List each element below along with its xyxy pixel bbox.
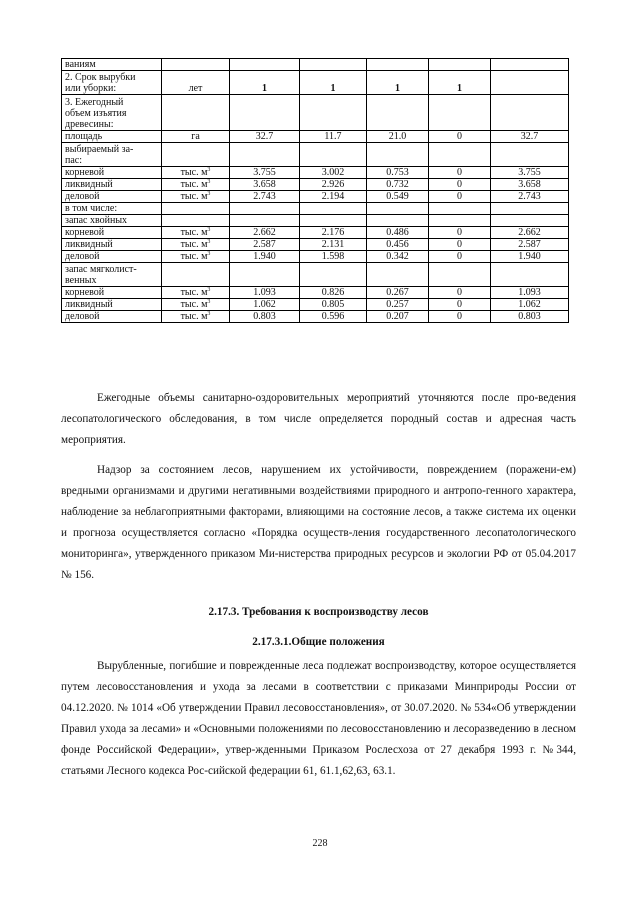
value-cell <box>491 203 569 215</box>
table-row <box>62 191 569 203</box>
value-cell: 0.257 <box>367 299 429 311</box>
value-cell <box>367 143 429 167</box>
paragraph-text: Ежегодные объемы санитарно-оздоровительных мероприятий уточняются после про-ведения лесопатологического обследования, в том числе определяется породный состав и адресная часть мероприятия. <box>61 392 576 446</box>
table-row <box>62 251 569 263</box>
unit-cell <box>162 263 230 287</box>
unit-cell <box>162 251 230 263</box>
value-cell <box>491 59 569 71</box>
table-row <box>62 203 569 215</box>
value-cell <box>300 215 367 227</box>
unit-cell <box>162 191 230 203</box>
unit-text: лет <box>188 83 203 94</box>
value-cell <box>429 263 491 287</box>
value-cell: 0.805 <box>300 299 367 311</box>
value-cell: 3.755 <box>491 167 569 179</box>
unit-text: тыс. м <box>180 167 208 178</box>
row-label: площадь <box>62 131 162 143</box>
value-cell: 2.176 <box>300 227 367 239</box>
value-cell <box>230 215 300 227</box>
value-cell: 0 <box>429 167 491 179</box>
unit-text: тыс. м <box>180 191 208 202</box>
value-cell <box>367 59 429 71</box>
value-cell: 3.658 <box>230 179 300 191</box>
value-cell: 1.940 <box>491 251 569 263</box>
row-label: ликвидный <box>62 179 162 191</box>
unit-cell <box>162 311 230 323</box>
value-cell: 2.587 <box>491 239 569 251</box>
row-label: 3. Ежегодный объем изъятия древесины: <box>62 95 162 131</box>
value-cell <box>300 95 367 131</box>
value-cell: 0.267 <box>367 287 429 299</box>
row-label: деловой <box>62 191 162 203</box>
row-label: деловой <box>62 311 162 323</box>
section-heading: 2.17.3. Требования к воспроизводству лесов <box>208 606 429 618</box>
table-row <box>62 143 569 167</box>
value-cell <box>300 203 367 215</box>
table-row <box>62 299 569 311</box>
unit-cell <box>162 143 230 167</box>
value-cell: 0.486 <box>367 227 429 239</box>
value-cell <box>491 143 569 167</box>
value-cell <box>429 215 491 227</box>
value-cell: 32.7 <box>491 131 569 143</box>
unit-cell <box>162 179 230 191</box>
unit-superscript: 3 <box>207 239 211 245</box>
unit-cell <box>162 203 230 215</box>
value-cell: 1.940 <box>230 251 300 263</box>
value-cell <box>491 71 569 95</box>
value-cell: 2.662 <box>491 227 569 239</box>
unit-cell <box>162 59 230 71</box>
value-cell <box>300 143 367 167</box>
value-cell: 21.0 <box>367 131 429 143</box>
row-label: ликвидный <box>62 299 162 311</box>
value-cell <box>367 215 429 227</box>
value-cell: 0 <box>429 131 491 143</box>
value-cell <box>429 95 491 131</box>
unit-cell <box>162 239 230 251</box>
value-cell: 1 <box>429 71 491 95</box>
paragraph-text: Вырубленные, погибшие и поврежденные леса подлежат воспроизводству, которое осуществляется путем лесовосстановления и ухода за лесами в соответствии с приказами Минприроды России от 04.12.2020. № 1014 «Об утверждении Правил лесовосстановления», от 30.07.2020. № 534«Об утверждении Правил ухода за лесами» и «Основными положениями по лесовосстановлению и лесоразведению в лесном фонде Российской Федерации», утвер-жденными Приказом Рослесхоза от 27 декабря 1993 г. №344, статьями Лесного кодекса Рос-сийской федерации 61, 61.1,62,63, 63.1. <box>61 660 576 777</box>
value-cell: 1.093 <box>230 287 300 299</box>
value-cell: 0.549 <box>367 191 429 203</box>
table-body <box>62 59 569 323</box>
value-cell: 0 <box>429 299 491 311</box>
value-cell: 2.743 <box>491 191 569 203</box>
value-cell: 1.093 <box>491 287 569 299</box>
value-cell <box>491 263 569 287</box>
value-cell: 0.803 <box>491 311 569 323</box>
value-cell: 2.662 <box>230 227 300 239</box>
value-cell <box>230 95 300 131</box>
value-cell: 0.732 <box>367 179 429 191</box>
value-cell <box>429 143 491 167</box>
unit-superscript: 3 <box>207 179 211 185</box>
unit-cell <box>162 287 230 299</box>
unit-text: тыс. м <box>180 251 208 262</box>
subsection-heading: 2.17.3.1.Общие положения <box>252 636 385 648</box>
row-label: в том числе: <box>62 203 162 215</box>
unit-superscript: 3 <box>207 167 211 173</box>
unit-superscript: 3 <box>207 299 211 305</box>
value-cell <box>300 263 367 287</box>
paragraph-monitoring <box>61 460 576 586</box>
page-number: 228 <box>312 838 328 849</box>
unit-cell <box>162 131 230 143</box>
value-cell <box>429 203 491 215</box>
unit-text: тыс. м <box>180 299 208 310</box>
value-cell: 0 <box>429 227 491 239</box>
value-cell <box>429 59 491 71</box>
table-row <box>62 95 569 131</box>
harvest-volume-table <box>61 58 569 323</box>
paragraph-reproduction <box>61 656 576 782</box>
unit-text: тыс. м <box>180 311 208 322</box>
row-label: деловой <box>62 251 162 263</box>
value-cell <box>367 95 429 131</box>
value-cell: 1.062 <box>491 299 569 311</box>
value-cell: 32.7 <box>230 131 300 143</box>
unit-superscript: 3 <box>207 311 211 317</box>
unit-cell <box>162 71 230 95</box>
value-cell: 2.743 <box>230 191 300 203</box>
value-cell <box>230 203 300 215</box>
row-label: корневой <box>62 287 162 299</box>
value-cell: 2.926 <box>300 179 367 191</box>
unit-cell <box>162 215 230 227</box>
value-cell: 2.587 <box>230 239 300 251</box>
value-cell <box>230 263 300 287</box>
value-cell: 0 <box>429 179 491 191</box>
value-cell <box>491 95 569 131</box>
value-cell: 1.598 <box>300 251 367 263</box>
value-cell: 0 <box>429 287 491 299</box>
value-cell: 3.002 <box>300 167 367 179</box>
row-label: 2. Срок вырубки или уборки: <box>62 71 162 95</box>
table-row <box>62 227 569 239</box>
row-label: запас хвойных <box>62 215 162 227</box>
table-row <box>62 167 569 179</box>
value-cell: 0 <box>429 251 491 263</box>
value-cell: 1 <box>230 71 300 95</box>
table-row <box>62 215 569 227</box>
value-cell: 1.062 <box>230 299 300 311</box>
row-label: ваниям <box>62 59 162 71</box>
value-cell <box>367 203 429 215</box>
table-row <box>62 287 569 299</box>
value-cell <box>230 143 300 167</box>
unit-text: тыс. м <box>180 287 208 298</box>
unit-cell <box>162 227 230 239</box>
unit-text: тыс. м <box>180 239 208 250</box>
value-cell: 2.194 <box>300 191 367 203</box>
table-row <box>62 311 569 323</box>
value-cell: 0 <box>429 191 491 203</box>
unit-text: га <box>191 131 200 142</box>
value-cell: 0.207 <box>367 311 429 323</box>
value-cell: 0 <box>429 239 491 251</box>
value-cell: 11.7 <box>300 131 367 143</box>
unit-superscript: 3 <box>207 227 211 233</box>
value-cell: 3.755 <box>230 167 300 179</box>
value-cell: 2.131 <box>300 239 367 251</box>
value-cell: 0.753 <box>367 167 429 179</box>
value-cell: 1 <box>367 71 429 95</box>
value-cell: 0.826 <box>300 287 367 299</box>
table-row <box>62 263 569 287</box>
unit-cell <box>162 299 230 311</box>
table-row <box>62 71 569 95</box>
unit-superscript: 3 <box>207 191 211 197</box>
row-label: корневой <box>62 227 162 239</box>
value-cell <box>367 263 429 287</box>
value-cell: 3.658 <box>491 179 569 191</box>
paragraph-sanitary <box>61 388 576 451</box>
table-row <box>62 131 569 143</box>
value-cell: 0 <box>429 311 491 323</box>
value-cell <box>491 215 569 227</box>
value-cell: 0.803 <box>230 311 300 323</box>
unit-text: тыс. м <box>180 179 208 190</box>
value-cell: 0.596 <box>300 311 367 323</box>
unit-cell <box>162 167 230 179</box>
paragraph-text: Надзор за состоянием лесов, нарушением их устойчивости, повреждением (поражени-ем) вредными организмами и другими негативными воздействиями природного и антропо-генного характера, наблюдение за неблагоприятными факторами, влияющими на состояние лесов, а также система их оценки и прогноза осуществляется согласно «Порядка осуществ-ления государственного лесопатологического мониторинга», утвержденного приказом Ми-нистерства природных ресурсов и экологии РФ от 05.04.2017 № 156. <box>61 464 576 581</box>
unit-cell <box>162 95 230 131</box>
unit-superscript: 3 <box>207 287 211 293</box>
value-cell <box>300 59 367 71</box>
value-cell <box>230 59 300 71</box>
table-row <box>62 59 569 71</box>
row-label: запас мягколист- венных <box>62 263 162 287</box>
value-cell: 0.456 <box>367 239 429 251</box>
row-label: выбираемый за- пас: <box>62 143 162 167</box>
value-cell: 1 <box>300 71 367 95</box>
table-row <box>62 179 569 191</box>
row-label: ликвидный <box>62 239 162 251</box>
row-label: корневой <box>62 167 162 179</box>
table-row <box>62 239 569 251</box>
value-cell: 0.342 <box>367 251 429 263</box>
unit-superscript: 3 <box>207 251 211 257</box>
unit-text: тыс. м <box>180 227 208 238</box>
